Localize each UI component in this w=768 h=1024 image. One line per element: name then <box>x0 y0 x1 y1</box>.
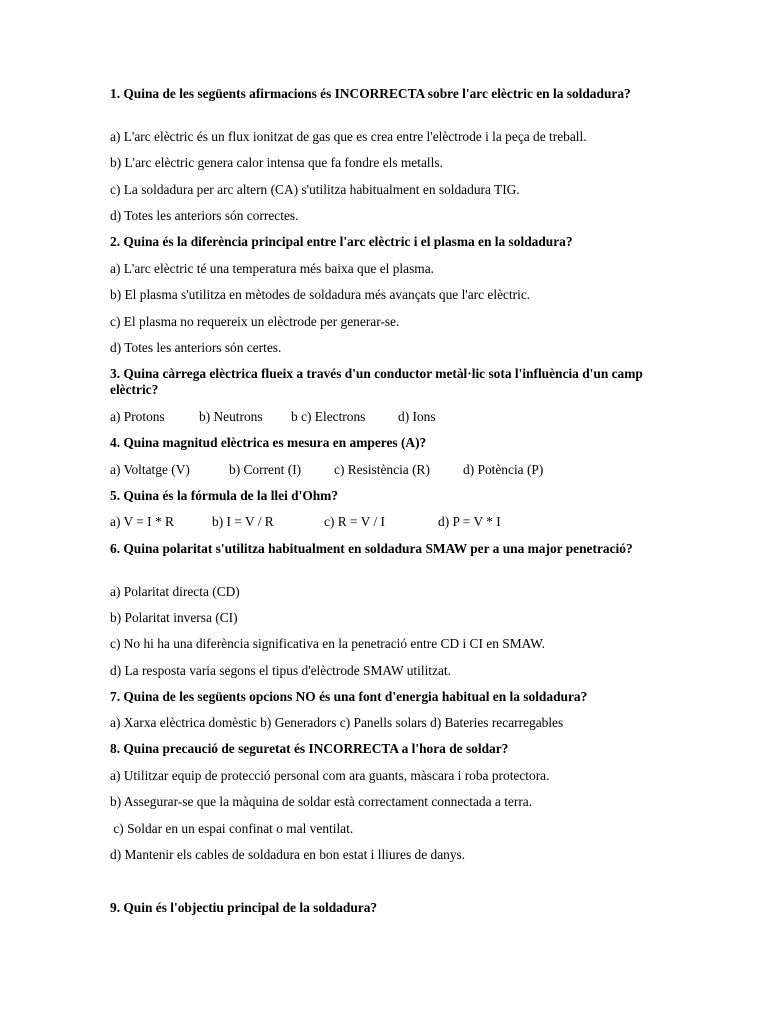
question-4-option-d: d) Potència (P) <box>463 462 544 477</box>
question-6-option-d: d) La resposta varia segons el tipus d'elèctrode SMAW utilitzat. <box>110 663 451 678</box>
question-8-title: 8. Quina precaució de seguretat és INCORRECTA a l'hora de soldar? <box>110 741 509 756</box>
question-3-option-d: d) Ions <box>398 409 436 424</box>
question-5-option-b: b) I = V / R <box>212 514 274 529</box>
question-8-option-c: c) Soldar en un espai confinat o mal ventilat. <box>110 821 354 836</box>
question-2-title: 2. Quina és la diferència principal entre l'arc elèctric i el plasma en la soldadura? <box>110 234 573 249</box>
question-6-option-a: a) Polaritat directa (CD) <box>110 584 240 599</box>
question-1-option-d: d) Totes les anteriors són correctes. <box>110 208 299 223</box>
question-3-option-a: a) Protons <box>110 409 165 424</box>
question-2-option-a: a) L'arc elèctric té una temperatura més baixa que el plasma. <box>110 261 434 276</box>
question-5-option-a: a) V = I * R <box>110 514 174 529</box>
question-6-option-b: b) Polaritat inversa (CI) <box>110 610 238 625</box>
question-7-title: 7. Quina de les següents opcions NO és una font d'energia habitual en la soldadura? <box>110 689 588 704</box>
question-9-title: 9. Quin és l'objectiu principal de la soldadura? <box>110 900 378 915</box>
question-5-option-c: c) R = V / I <box>324 514 385 529</box>
question-4-option-b: b) Corrent (I) <box>229 462 302 477</box>
question-3-option-c: b c) Electrons <box>291 409 366 424</box>
question-8-option-b: b) Assegurar-se que la màquina de soldar està correctament connectada a terra. <box>110 794 533 809</box>
question-4-option-c: c) Resistència (R) <box>334 462 430 477</box>
question-4-title: 4. Quina magnitud elèctrica es mesura en amperes (A)? <box>110 435 427 450</box>
question-1-option-c: c) La soldadura per arc altern (CA) s'utilitza habitualment en soldadura TIG. <box>110 182 520 197</box>
question-1-option-b: b) L'arc elèctric genera calor intensa que fa fondre els metalls. <box>110 155 443 170</box>
question-2-option-b: b) El plasma s'utilitza en mètodes de soldadura més avançats que l'arc elèctric. <box>110 287 531 302</box>
question-6-title: 6. Quina polaritat s'utilitza habitualment en soldadura SMAW per a una major penetració? <box>110 541 633 556</box>
question-3-title: 3. Quina càrrega elèctrica flueix a través d'un conductor metàl·lic sota l'influència d'un camp elèctric? <box>110 366 643 397</box>
question-5-title: 5. Quina és la fórmula de la llei d'Ohm? <box>110 488 339 503</box>
question-3-option-b: b) Neutrons <box>199 409 263 424</box>
question-1-option-a: a) L'arc elèctric és un flux ionitzat de gas que es crea entre l'elèctrode i la peça de treball. <box>110 129 587 144</box>
question-1-title: 1. Quina de les següents afirmacions és INCORRECTA sobre l'arc elèctric en la soldadura? <box>110 86 631 101</box>
question-8-option-d: d) Mantenir els cables de soldadura en bon estat i lliures de danys. <box>110 847 466 862</box>
question-8-option-a: a) Utilitzar equip de protecció personal com ara guants, màscara i roba protectora. <box>110 768 550 783</box>
question-7-options: a) Xarxa elèctrica domèstic b) Generadors c) Panells solars d) Bateries recarregables <box>110 715 564 730</box>
question-6-option-c: c) No hi ha una diferència significativa en la penetració entre CD i CI en SMAW. <box>110 636 545 651</box>
question-2-option-d: d) Totes les anteriors són certes. <box>110 340 282 355</box>
question-5-option-d: d) P = V * I <box>438 514 501 529</box>
question-2-option-c: c) El plasma no requereix un elèctrode per generar-se. <box>110 314 400 329</box>
question-4-option-a: a) Voltatge (V) <box>110 462 190 477</box>
